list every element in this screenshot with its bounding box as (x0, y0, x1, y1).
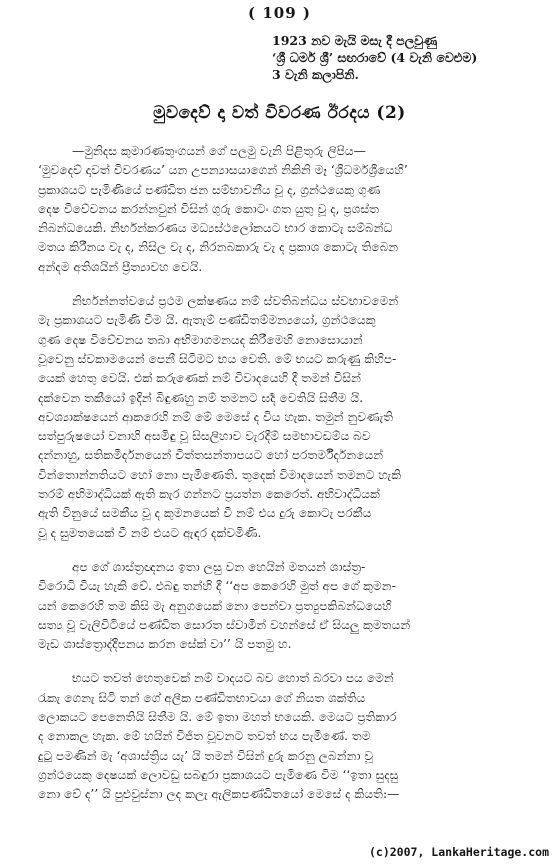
paragraph-line: නො වේ ද’’ යි පුළුවුස්නා ලද කලැ ඇලිකපණ්ඩිතයෝ මෙසේ ද කියති:— (38, 787, 400, 802)
paragraph-1 (38, 142, 538, 277)
paragraph-2 (38, 292, 538, 543)
paragraph-line: මතය කිරීනය වැ ද, නිසිල වැ ද, නිරනබකාරු වැ ද ප්‍රකාශ කොටැ තිබෙන (38, 240, 399, 255)
paragraph-line: ඇති විනුයේ සමකීය වූ ද කුමනයෙක් වී නම් එය දුරු කොටැ පරකීය (38, 506, 372, 521)
article-body (38, 142, 538, 805)
paragraph-line: වූ ද සුමතයෙක් වී නම් එයට ඇඳර දක්වමිණි. (38, 525, 262, 540)
article-title: මුවදෙව් දා වත් විවරණ ඊරදය (2) (153, 103, 406, 123)
paragraph-line: දක්වෙන තකීයෝ ඉදින් බිඳුණහු නම් තමනට ඝර්‍ද වෙතියි සිතීම යි. (38, 390, 364, 405)
paragraph-line: වූවෙනු ස්වකාමයෙන් පෙනී සිටීමට භය වෙති. මේ භයට කරුණු කිහිප- (38, 351, 397, 366)
paragraph-line: අන්දම අතිශයින් ප්‍රීත්‍යාවහ වෙයි. (38, 259, 203, 274)
paragraph-line: —මුනිදස කුමාරණතුංගයන් ගේ පලමු වැනි පිළිතුරු ලිපිය— (72, 144, 366, 158)
paragraph-line: ප්‍රකාශයට පැමිණියේ පණ්ඩිත ජන සම්භාවනීය වූ ද, ග්‍රන්ථයෙකු ගුණ (38, 182, 381, 197)
paragraph-line: රැකැ ගෙනැ සිටි තන් ගේ අලීක පණ්ඩිතභාවයා ගේ නියත ශක්තිය (38, 690, 366, 705)
paragraph-gap (38, 654, 538, 669)
publication-info (272, 32, 552, 83)
paragraph-gap (38, 543, 538, 558)
paragraph-line: නිර්භන්නත්වයේ ප්‍රථම ලක්ෂණය නම් ස්වතිබන්ධය ස්වභාවමෙන් (72, 294, 399, 309)
paragraph-line: දන්නාහු, සතිකමීර්දනයෙන් චිත්තසන්තාපයට හෝ පරතර්මීර්දනයෙන් (38, 448, 384, 463)
paragraph-line: සත්‍ය වූ වැලිවිටියේ පණ්ඩිත සොරත ස්වාමීන් වහන්සේ ඒ සියලු කුමතයන් (38, 617, 411, 632)
paragraph-line: සත්පුරුෂයෝ වනාහි අසමිඳු වූ සිසලිහාව වැරදීම් සමභාවඩම්ය බව (38, 429, 371, 444)
publication-journal-line: ‘ශ්‍රී ධර්ම ශ්‍රී’ සඟරාවේ (4 වැනි වෙළුම) (272, 50, 478, 65)
paragraph-4 (38, 669, 538, 804)
publication-issue-line: 3 වැනි කලාපිනි. (272, 67, 359, 82)
paragraph-line: ‘මුවදෙව් දාවත් විවරණය’ යන උපන්‍යාසයාගෙන් නිකිනි මෑ ‘ශ්‍රීධර්මශ්‍රීයෙහි’ (38, 163, 408, 178)
paragraph-line: ග්‍රන්ථයෙකු දෙෂයක් ලොවඩු සබඳුරා ප්‍රකාශයට පැමිණෙ විම ‘‘ඉතා සුදසු (38, 767, 399, 782)
paragraph-line: විරොධි වියැ හැකි වේ. එබඳු තන්හි දී ‘‘අප කෙරෙහි මුත් අප ගේ කුමන- (38, 579, 396, 594)
paragraph-line: යන් කෙරෙහි තම කිසි මැ අනුගයෙක් නො පෙන්වා ප්‍රත්‍යුපකිබන්ධයෙහි (38, 598, 392, 613)
paragraph-line: වින්තොන්නතියට හෝ නො පැමිණෙති. තුදෙක් විමාදයෙන් තමනට හැකි (38, 467, 402, 482)
paragraph-line: යෙක් හෙතු වෙයි. එක් කරුණෙක් නම් විවාදයෙහි දී තමන් විසින් (38, 371, 362, 386)
copyright-notice: (c)2007, LankaHeritage.com (368, 845, 549, 859)
paragraph-line: මැ ප්‍රකාශයට පැමිණි වීම යි. ඇතැම් පණ්ඩිතම්මන්‍යයෝ, ග්‍රන්ථයෙකු (38, 313, 376, 328)
paragraph-line: දෙෂ විවේචනය කරන්නවුන් විසින් ගුරු කොටං ගත යුතු වූ ද, ප්‍රශස්ත (38, 201, 379, 216)
paragraph-line: දුටු පමණින් මැ ‘අශාස්ත්‍රිය යැ’ යි තමන් විසින් දුරු කරනු ලබන්නා වූ (38, 748, 374, 763)
paragraph-line: මැඩ ශාස්ත්‍රොද්දීපනය කරන සේක් වා’’ යි පතමු හ. (38, 637, 292, 652)
paragraph-3 (38, 558, 538, 654)
paragraph-line: අප ගේ ශාස්ත්‍රඥනය ඉතා ලසු වන හෙයින් මතයන් ශාස්ත්‍ර- (72, 559, 366, 574)
publication-date-line: 1923 නව මැයි මසැ දී පලවුණු (272, 33, 438, 48)
paragraph-line: ද නොකල හැක. මේ හයින් විජිත වූවනට තවත් භය පැමිණේ. තම (38, 729, 371, 744)
paragraph-line: තරම් අභිමාද්ධියක් ඇති කැර ගන්නට ප්‍රයත්න කෙරෙත්. අභිවාද්ධියක් (38, 487, 380, 502)
paragraph-line: අවශ්‍යාක්ෂයෙන් ආකරෙහි නම් මේ මෙසේ ද විය හැක. තමුන් නුවණැති (38, 409, 394, 424)
paragraph-line: නිබන්ධයෙකි. නිර්භන්කරණය මධ්‍යස්ථලෝකයට භාර කොටැ සම්බන්ධ (38, 221, 393, 236)
page-number: ( 109 ) (248, 4, 311, 22)
paragraph-gap (38, 277, 538, 292)
paragraph-line: භයට තවත් හෙතුවෙක් නම් වාදයට බව හොත් බරවා පය මෙන් (72, 671, 394, 686)
paragraph-line: ගුණ දෙෂ විවේචනය තබා අභිමාගමනයද කිරීමෙහි නොසොයාන් (38, 332, 363, 347)
paragraph-line: ලොකයට පෙනෙතියි සිතීම යි. මේ ඉතා මහත් භයෙකි. මෙයට ප්‍රතිකාර (38, 710, 397, 725)
